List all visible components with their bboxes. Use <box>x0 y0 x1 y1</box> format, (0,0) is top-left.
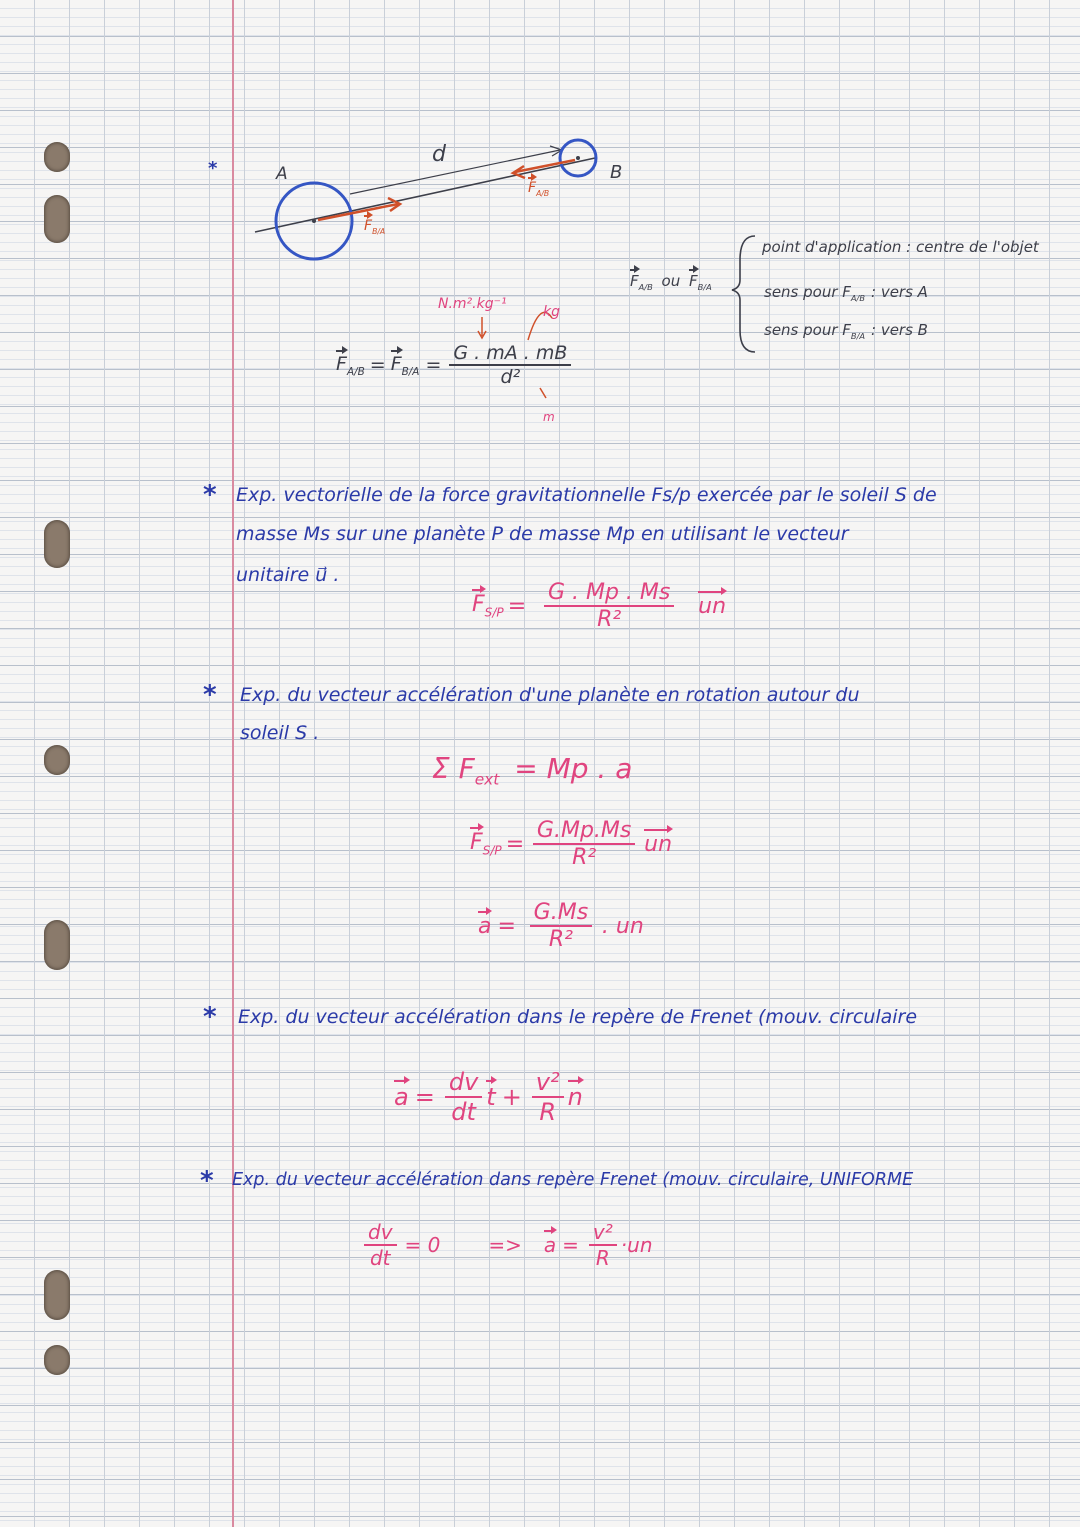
force-sp-formula: $F_{S/P}$ = $\frac{G.Mp.Ms}{\text{R²}}$ un <box>470 818 673 870</box>
section3-line1: Exp. du vecteur accélération dans le repère de Frenet (mouv. circulaire <box>238 1006 918 1028</box>
section1-line3: unitaire u⃗ . <box>236 564 340 586</box>
gravitation-diagram <box>0 0 1080 460</box>
gravitational-force-formula: $F_{S/P}$ = $\frac{G . Mp . Ms}{\text{R²}}$ un <box>472 580 727 632</box>
brace-direction-ab: sens pour $F_{A/B}$ : vers A <box>764 283 928 303</box>
section4-line1: Exp. du vecteur accélération dans repère Frenet (mouv. circulaire, UNIFORME <box>232 1170 914 1190</box>
bullet-star: * <box>208 158 218 179</box>
bullet-star: * <box>200 1166 214 1196</box>
section2-line2: soleil S . <box>240 722 320 744</box>
force-ba-arrow <box>318 204 398 220</box>
acceleration-formula: a = $\frac{G.Ms}{\text{R²}}$ . un <box>478 900 644 952</box>
binder-hole <box>44 1345 70 1375</box>
section1-line1: Exp. vectorielle de la force gravitationnelle Fs/p exercée par le soleil S de <box>236 484 937 506</box>
label-b: B <box>610 162 623 183</box>
force-ba-label: $F_{B/A}$ <box>364 218 386 236</box>
frenet-acceleration-formula: a = $\frac{dv}{dt}$ t + $\frac{\text{v²}}{R}$ n <box>394 1068 583 1126</box>
uniform-circular-formula: $\frac{dv}{dt}$ = 0 => a = $\frac{\text{v²}}{R}$ ·un <box>360 1220 653 1270</box>
label-distance: d <box>432 142 446 167</box>
units-annotation: N.m².kg⁻¹ <box>438 296 507 312</box>
units-m: m <box>543 410 555 424</box>
binder-hole <box>44 1270 70 1320</box>
section2-line1: Exp. du vecteur accélération d'une planète en rotation autour du <box>240 684 860 706</box>
brace-point-application: point d'application : centre de l'objet <box>762 238 1039 256</box>
bullet-star: * <box>203 480 217 510</box>
units-kg: kg <box>543 304 560 320</box>
force-ab-label: $F_{A/B}$ <box>528 180 550 198</box>
newton-second-law: Σ $F_{ext} = Mp$ . a <box>432 752 633 789</box>
section1-line2: masse Ms sur une planète P de masse Mp en utilisant le vecteur <box>236 523 849 545</box>
gravitation-formula: $F_{A/B}$ = $F_{B/A}$ = $\frac{G . mA . mB}{\text{d²}}$ <box>336 342 573 388</box>
force-pair-notation: $F_{A/B}$ ou $F_{B/A}$ <box>630 272 712 292</box>
bullet-star: * <box>203 680 217 710</box>
binder-hole <box>44 745 70 775</box>
brace-direction-ba: sens pour $F_{B/A}$ : vers B <box>764 321 928 341</box>
binder-hole <box>44 520 70 568</box>
binder-hole <box>44 920 70 970</box>
bullet-star: * <box>203 1002 217 1032</box>
label-a: A <box>276 164 288 184</box>
